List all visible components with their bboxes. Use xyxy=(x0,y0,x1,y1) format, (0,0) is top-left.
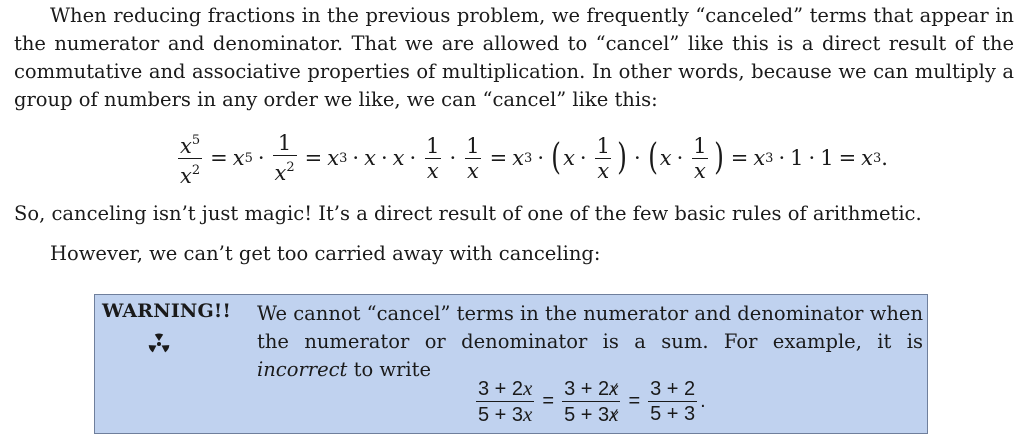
warning-text: We cannot “cancel” terms in the numerator and denominator when the numerator or denominator is a sum. For example, it is incorrect to write xyxy=(257,302,923,381)
fraction-1-over-x: $\frac{1}{x}$ xyxy=(693,133,707,183)
fraction-sum-result: $\frac{3 + 2}{5 + 3}$ xyxy=(650,377,696,425)
fraction-1-over-x: $\frac{1}{x}$ xyxy=(426,133,440,183)
radiation-icon xyxy=(148,333,170,355)
however-paragraph: However, we can’t get too carried away with canceling: xyxy=(50,242,601,265)
fraction-1-over-x2: $\frac{1}{x^2}$ xyxy=(274,131,295,185)
warning-label: WARNING!! xyxy=(102,300,231,322)
fraction-sum-original: $\frac{3 + 2x}{5 + 3x}$ xyxy=(478,375,533,426)
fraction-1-over-x: $\frac{1}{x}$ xyxy=(466,133,480,183)
magic-paragraph: So, canceling isn’t just magic! It’s a direct result of one of the few basic rules of arithmetic. xyxy=(14,202,922,225)
fraction-sum-struck: $\frac{3 + 2x}{5 + 3x}$ xyxy=(564,375,619,426)
fraction-x5-over-x2: $\frac{x^5}{x^2}$ xyxy=(180,132,201,188)
cancel-equation: $\frac{x^5}{x^2}$ = x 5 · $\frac{1}{x^2}$ = x 3 · x · x · $\frac{1}{x}$ · $\frac{1}{x}$ = x 3 · ( x · $\frac{1}{x}$ ) · ( x · $\frac{1}{x}$ ) = x 3 · 1 · 1 = x 3 . xyxy=(180,131,888,188)
incorrect-cancel-equation: $\frac{3 + 2x}{5 + 3x}$ = $\frac{3 + 2x}{5 + 3x}$ = $\frac{3 + 2}{5 + 3}$ . xyxy=(478,375,706,426)
fraction-1-over-x: $\frac{1}{x}$ xyxy=(596,133,610,183)
intro-paragraph: When reducing fractions in the previous problem, we frequently “canceled” terms that appear in the numerator and denominator. That we are allowed to “cancel” like this is a direct result of the commutative and associative properties of multiplication. In other words, because we can multiply a group of numbers in any order we like, we can “cancel” like this: xyxy=(14,4,1014,111)
warning-box xyxy=(94,294,928,434)
